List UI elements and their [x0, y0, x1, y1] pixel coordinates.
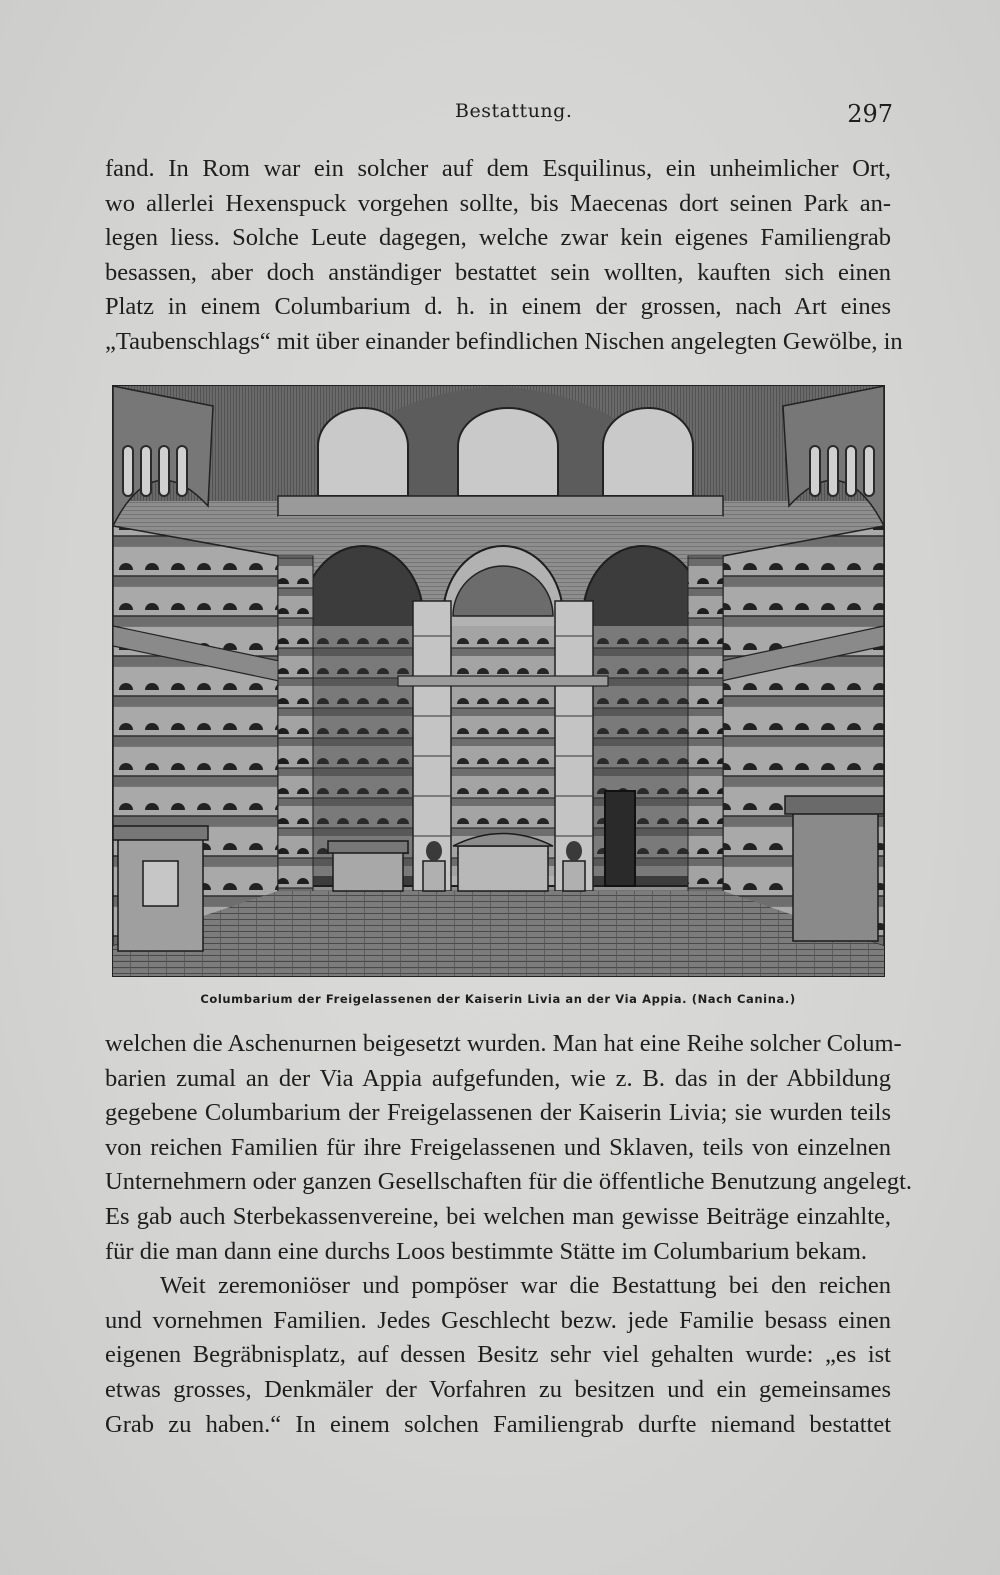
text-line: besassen, aber doch anständiger bestattet sein wollten, kauften sich einen — [105, 258, 891, 286]
text-line: und vornehmen Familien. Jedes Geschlecht bezw. jede Familie besass einen — [105, 1306, 891, 1334]
text-line: fand. In Rom war ein solcher auf dem Esquilinus, ein unheimlicher Ort, — [105, 155, 891, 182]
figure-caption — [0, 992, 1000, 1006]
text-line: Grab zu haben.“ In einem solchen Familiengrab durfte niemand bestattet — [105, 1410, 891, 1438]
figure-caption-text: Columbarium der Freigelassenen der Kaiserin Livia an der Via Appia. (Nach Canina.) — [200, 992, 796, 1006]
text-line: etwas grosses, Denkmäler der Vorfahren zu besitzen und ein gemeinsames — [105, 1375, 891, 1403]
running-head-title: Bestattung. — [455, 100, 573, 122]
text-line: Es gab auch Sterbekassenvereine, bei welchen man gewisse Beiträge einzahlte, — [105, 1202, 891, 1230]
text-line: barien zumal an der Via Appia aufgefunden, wie z. B. das in der Abbildung — [105, 1064, 891, 1092]
text-line: „Taubenschlags“ mit über einander befindlichen Nischen angelegten Gewölbe, in — [105, 327, 903, 355]
paragraph-bottom — [105, 1027, 913, 1442]
text-line: Weit zeremoniöser und pompöser war die Bestattung bei den reichen — [160, 1272, 891, 1300]
page-number: 297 — [847, 100, 893, 128]
text-line: eigenen Begräbnisplatz, auf dessen Besitz sehr viel gehalten wurde: „es ist — [105, 1341, 891, 1369]
text-line: Unternehmern oder ganzen Gesellschaften für die öffentliche Benutzung angelegt. — [105, 1168, 913, 1196]
text-line: von reichen Familien für ihre Freigelassenen und Sklaven, teils von einzelnen — [105, 1133, 891, 1161]
text-line: welchen die Aschenurnen beigesetzt wurden. Man hat eine Reihe solcher Colum- — [105, 1030, 902, 1057]
text-line: Platz in einem Columbarium d. h. in einem der grossen, nach Art eines — [105, 293, 891, 321]
text-line: gegebene Columbarium der Freigelassenen der Kaiserin Livia; sie wurden teils — [105, 1099, 891, 1127]
paragraph-top — [105, 152, 903, 360]
columbarium-illustration — [112, 385, 885, 977]
text-line: wo allerlei Hexenspuck vorgehen sollte, bis Maecenas dort seinen Park an- — [105, 189, 891, 217]
text-line: für die man dann eine durchs Loos bestimmte Stätte im Columbarium bekam. — [105, 1237, 868, 1265]
text-line: legen liess. Solche Leute dagegen, welche zwar kein eigenes Familiengrab — [105, 224, 891, 252]
